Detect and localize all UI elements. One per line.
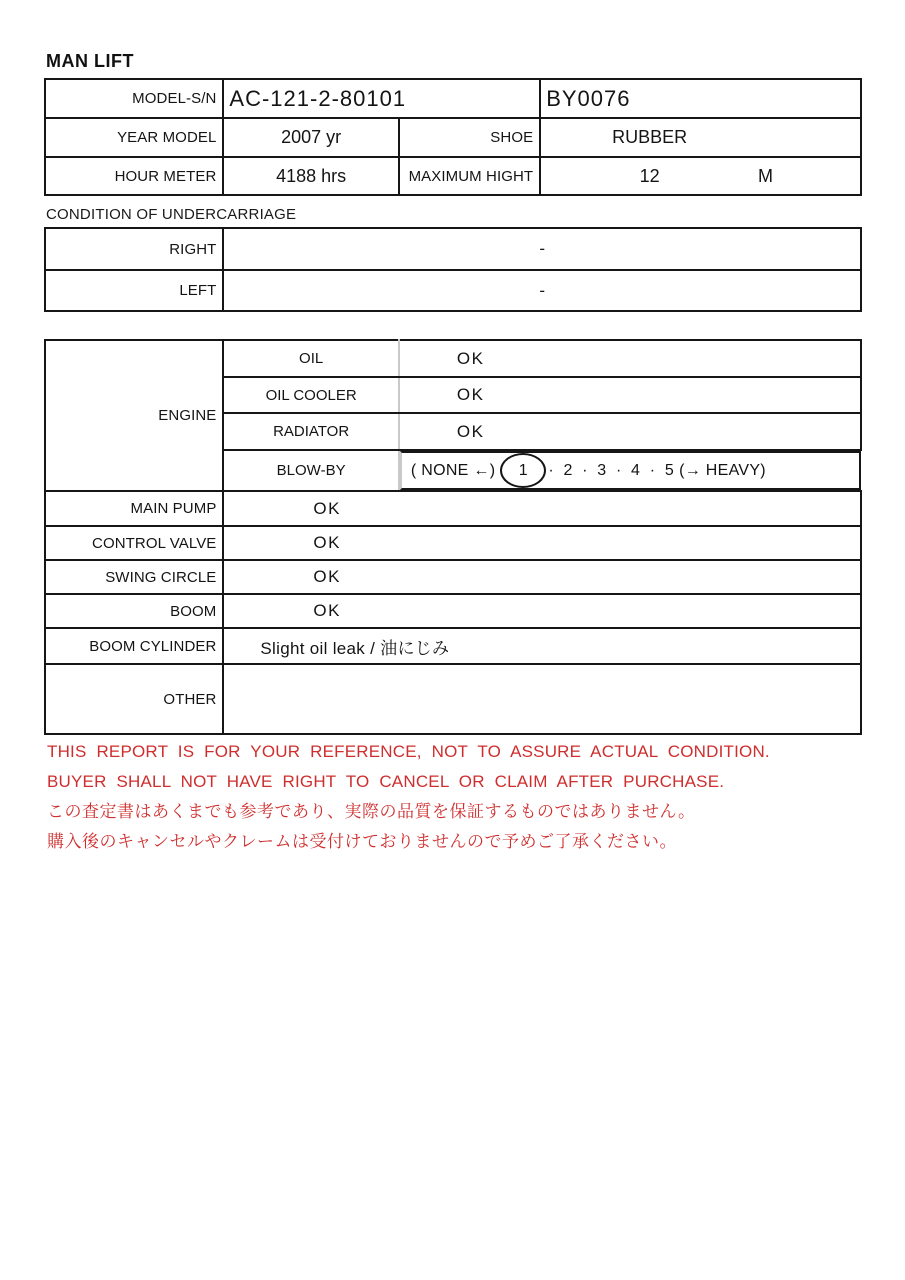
inspection-table xyxy=(44,339,862,735)
control-valve-label: CONTROL VALVE xyxy=(45,526,223,560)
table-row xyxy=(45,491,861,526)
blow-by-scale xyxy=(400,451,861,490)
boom-label: BOOM xyxy=(45,594,223,628)
blow-by-scale-numbers: · 2 · 3 · 4 · 5 xyxy=(548,461,675,479)
table-row xyxy=(45,628,861,664)
main-pump-label: MAIN PUMP xyxy=(45,491,223,526)
engine-radiator-label: RADIATOR xyxy=(223,413,398,450)
table-row xyxy=(45,118,861,157)
engine-oil-value: OK xyxy=(399,340,861,377)
swing-circle-label: SWING CIRCLE xyxy=(45,560,223,594)
shoe-label: SHOE xyxy=(399,118,540,157)
shoe-value-cell xyxy=(540,118,861,157)
table-row xyxy=(45,270,861,311)
engine-oil-cooler-label: OIL COOLER xyxy=(223,377,398,413)
engine-oil-cooler-value: OK xyxy=(399,377,861,413)
blow-by-scale-right: (→ HEAVY) xyxy=(679,461,766,479)
engine-label: ENGINE xyxy=(45,340,223,491)
boom-value: OK xyxy=(223,594,861,628)
boom-cylinder-label: BOOM CYLINDER xyxy=(45,628,223,664)
disclaimer-line-en-2: BUYER SHALL NOT HAVE RIGHT TO CANCEL OR CLAIM AFTER PURCHASE. xyxy=(47,772,725,791)
boom-cylinder-value: Slight oil leak / 油にじみ xyxy=(223,628,861,664)
serial-number-value: BY0076 xyxy=(540,79,861,118)
disclaimer xyxy=(47,737,770,857)
maximum-height-label: MAXIMUM HIGHT xyxy=(399,157,540,195)
disclaimer-line-en-1: THIS REPORT IS FOR YOUR REFERENCE, NOT TO ASSURE ACTUAL CONDITION. xyxy=(47,742,770,761)
table-row xyxy=(45,340,861,377)
swing-circle-value: OK xyxy=(223,560,861,594)
table-row xyxy=(45,560,861,594)
main-pump-value: OK xyxy=(223,491,861,526)
other-value xyxy=(223,664,861,734)
blow-by-label: BLOW-BY xyxy=(223,450,398,491)
machine-info-table xyxy=(44,78,862,196)
undercarriage-right-label: RIGHT xyxy=(45,228,223,270)
undercarriage-right-value: - xyxy=(223,228,861,270)
engine-radiator-value: OK xyxy=(399,413,861,450)
blow-by-selected-circle xyxy=(500,453,546,488)
page-title: MAN LIFT xyxy=(46,51,134,71)
undercarriage-left-label: LEFT xyxy=(45,270,223,311)
undercarriage-table xyxy=(44,227,862,312)
year-model-label: YEAR MODEL xyxy=(45,118,223,157)
maximum-height-value: 12 xyxy=(639,165,660,186)
table-row xyxy=(45,664,861,734)
hour-meter-value: 4188 hrs xyxy=(223,157,398,195)
undercarriage-heading: CONDITION OF UNDERCARRIAGE xyxy=(46,206,297,223)
year-model-value: 2007 yr xyxy=(223,118,398,157)
maximum-height-unit: M xyxy=(757,165,773,186)
maximum-height-cell xyxy=(540,157,861,195)
table-row xyxy=(45,594,861,628)
table-row xyxy=(45,79,861,118)
other-label: OTHER xyxy=(45,664,223,734)
control-valve-value: OK xyxy=(223,526,861,560)
shoe-value: RUBBER xyxy=(612,127,688,147)
blow-by-scale-left: ( NONE ←) xyxy=(410,461,496,479)
disclaimer-line-jp-1: この査定書はあくまでも参考であり、実際の品質を保証するものではありません。 xyxy=(47,802,696,821)
table-row xyxy=(45,526,861,560)
table-row xyxy=(45,228,861,270)
disclaimer-line-jp-2: 購入後のキャンセルやクレームは受付けておりませんので予めご了承ください。 xyxy=(47,832,677,851)
engine-oil-label: OIL xyxy=(223,340,398,377)
hour-meter-label: HOUR METER xyxy=(45,157,223,195)
table-row xyxy=(45,157,861,195)
undercarriage-left-value: - xyxy=(223,270,861,311)
model-sn-value: AC-121-2-80101 xyxy=(223,79,540,118)
blow-by-selected-value: 1 xyxy=(518,461,528,479)
model-sn-label: MODEL-S/N xyxy=(45,79,223,118)
